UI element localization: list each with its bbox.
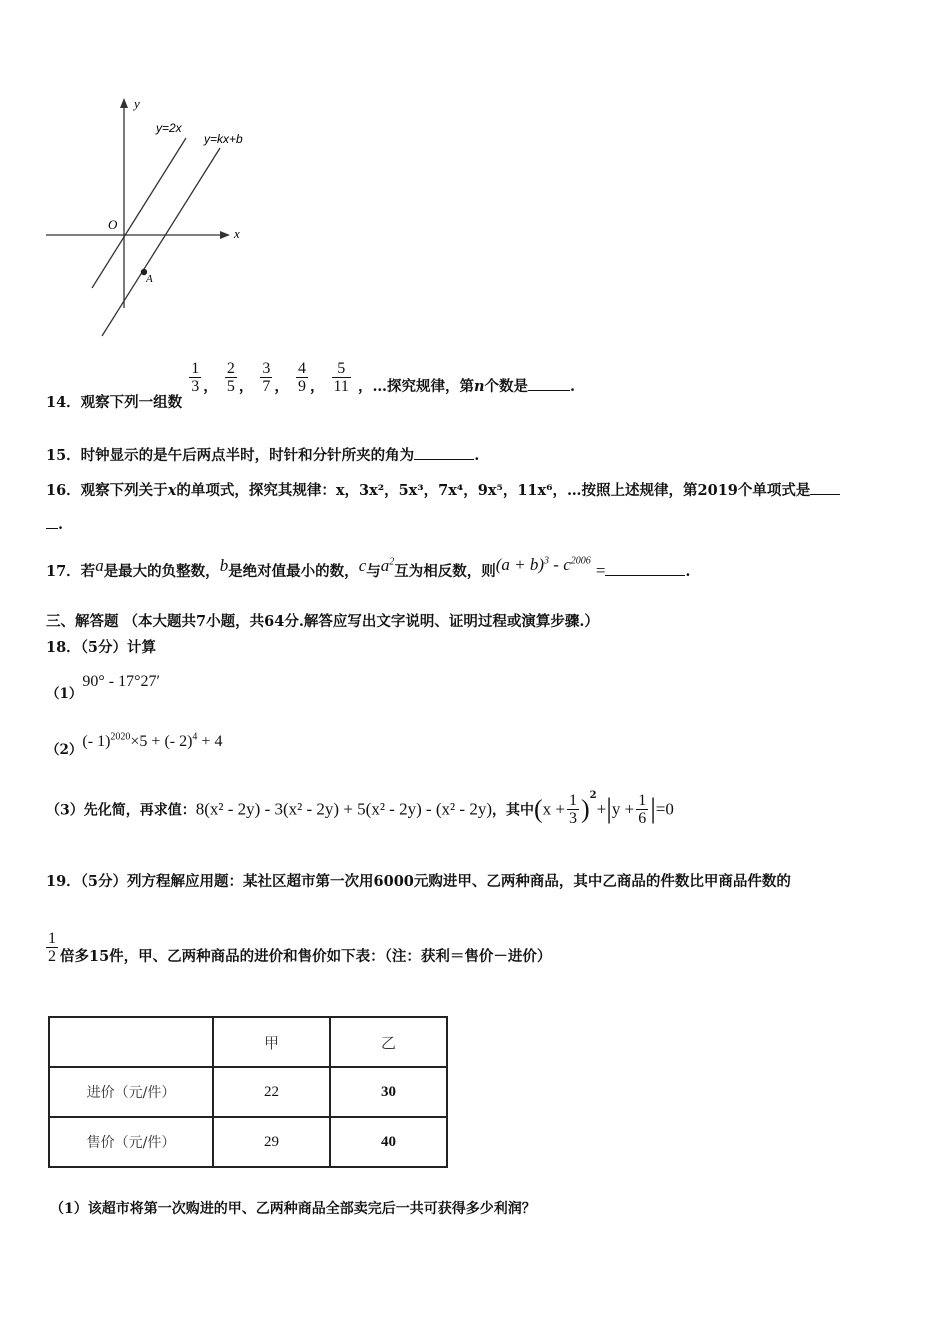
q19-sub1: （1）该超市将第一次购进的甲、乙两种商品全部卖完后一共可获得多少利润？: [50, 1201, 536, 1217]
answer-blank[interactable]: [46, 516, 58, 529]
row-label: 进价（元/件）: [49, 1067, 213, 1117]
q18-part2: （2）(- 1)$^{2020}$×5 + (- 2)$^4$ + 4: [46, 731, 223, 758]
price-table: [48, 1016, 448, 1168]
answer-blank[interactable]: [414, 447, 474, 460]
q14-fraction: $\frac{3}{7}$: [262, 360, 271, 395]
origin-label: O: [108, 217, 118, 232]
row-label: 售价（元/件）: [49, 1117, 213, 1167]
q14-fraction: $\frac{2}{5}$: [226, 360, 235, 395]
table-cell: 22: [213, 1067, 330, 1117]
table-header-cell: 甲: [213, 1017, 330, 1067]
q18-part1: （1）90° - 17°27′: [46, 673, 161, 702]
q17-expression: $(a + b)^3 - c^{2006}$: [495, 555, 591, 574]
question-16: 16．观察下列关于x的单项式，探究其规律：x，3x²，5x³，7x⁴，9x⁵，11x⁶，…按照上述规律，第2019个单项式是: [46, 479, 840, 500]
line2-label: y=kx+b: [204, 132, 243, 146]
coordinate-graph: [44, 98, 258, 338]
q18-fraction: $\frac{1}{3}$: [569, 792, 577, 827]
q14-fraction: $\frac{4}{9}$: [297, 360, 306, 395]
q14-fraction: $\frac{1}{3}$: [191, 360, 200, 395]
table-cell: 29: [213, 1117, 330, 1167]
question-14: 14．观察下列一组数 $\frac{1}{3}$ ， $\frac{2}{5}$ ， $\frac{3}{7}$ ， $\frac{4}{9}$ ， $\frac{5}{11}$ ，…探究规律，第n个数是 .: [46, 360, 576, 411]
answer-blank[interactable]: [605, 563, 685, 576]
table-header-cell: 乙: [330, 1017, 447, 1067]
q16-terms: x，3x²，5x³，7x⁴，9x⁵，11x⁶，: [335, 482, 568, 499]
table-row: [49, 1067, 447, 1117]
q18-part3: （3）先化简，再求值：8(x² - 2y) - 3(x² - 2y) + 5(x² - 2y) - (x² - 2y)，其中(x + $\frac{1}{3}$ )$^2$+|y + $\frac{1}{6}$ |=0: [46, 790, 674, 827]
answer-blank[interactable]: [810, 482, 840, 495]
q19-fraction: $\frac{1}{2}$: [48, 930, 56, 965]
table-cell: 30: [330, 1067, 447, 1117]
question-19-line2: $\frac{1}{2}$ 倍多15件，甲、乙两种商品的进价和售价如下表：（注：获利＝售价－进价）: [48, 930, 552, 965]
q14-prefix: 14．观察下列一组数: [46, 393, 183, 411]
question-15: 15．时钟显示的是午后两点半时，时针和分针所夹的角为 .: [46, 447, 480, 464]
line1-label: y=2x: [156, 121, 182, 135]
table-row: [49, 1117, 447, 1167]
x-axis-label: x: [234, 226, 240, 241]
question-17: 17．若a是最大的负整数，b是绝对值最小的数，c与$a^2$互为相反数，则$(a + b)^3 - c^{2006}$ = .: [46, 555, 691, 580]
q18-expression: 8(x² - 2y) - 3(x² - 2y) + 5(x² - 2y) - (x² - 2y): [195, 799, 492, 819]
table-cell: 40: [330, 1117, 447, 1167]
table-header-row: [49, 1017, 447, 1067]
question-16-continued: .: [46, 516, 63, 533]
question-19-line1: 19．（5分）列方程解应用题：某社区超市第一次用6000元购进甲、乙两种商品，其中乙商品的件数比甲商品件数的: [46, 873, 791, 890]
point-a-label: A: [146, 273, 153, 285]
q14-suffix: ，…探究规律，第n个数是 .: [357, 377, 576, 395]
q18-fraction: $\frac{1}{6}$: [638, 792, 647, 827]
y-axis-label: y: [134, 98, 140, 111]
section-3-title: 三、解答题 （本大题共7小题，共64分.解答应写出文字说明、证明过程或演算步骤.）: [46, 613, 599, 630]
question-18-title: 18．（5分）计算: [46, 639, 157, 656]
q14-fraction: $\frac{5}{11}$: [333, 360, 349, 395]
answer-blank[interactable]: [528, 378, 570, 391]
